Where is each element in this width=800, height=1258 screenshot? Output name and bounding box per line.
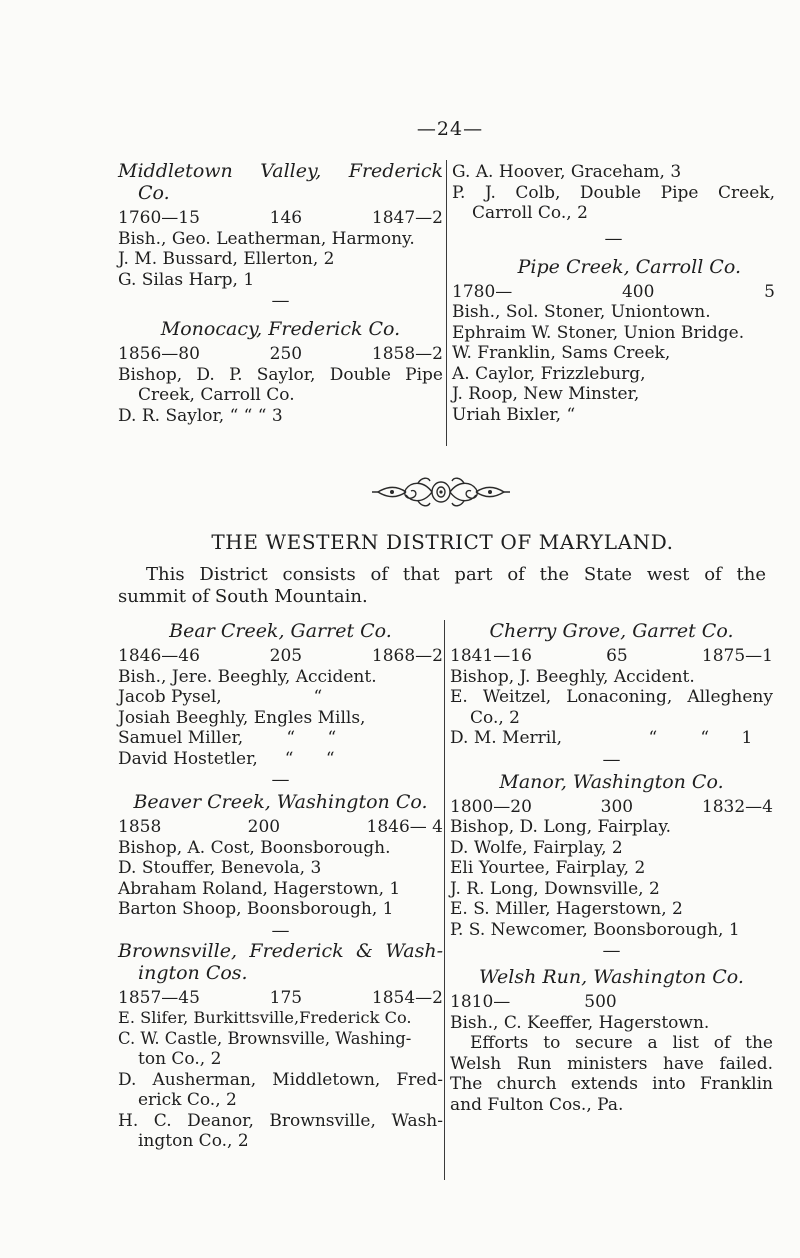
stat-members: 146	[269, 208, 303, 228]
body-line: Welsh Run ministers have failed.	[450, 1053, 773, 1074]
minister-line: E. Slifer, Burkittsville,Frederick Co.	[118, 1008, 412, 1027]
district-intro	[118, 564, 766, 608]
minister-line: D. Ausherman, Middletown, Fred-	[118, 1069, 443, 1090]
title-line: Brownsville, Frederick & Wash-	[118, 939, 443, 962]
congregation-title	[118, 940, 443, 984]
intro-line: This District consists of that part of the State west of the	[146, 564, 766, 585]
minister-line: Co., 2	[470, 707, 520, 728]
continued-ministers	[452, 162, 775, 224]
minister-line: G. A. Hoover, Graceham, 3	[452, 162, 682, 182]
minister-line: C. W. Castle, Brownsville, Washing-	[118, 1028, 412, 1048]
congregation-stats	[118, 208, 443, 229]
title-line: Co.	[138, 182, 170, 204]
minister-line: Barton Shoop, Boonsborough, 1	[118, 899, 394, 919]
minister-line: E. Weitzel, Lonaconing, Allegheny	[450, 687, 773, 707]
congregation-title: Monocacy, Frederick Co.	[160, 318, 401, 340]
bottom-left-column	[118, 620, 443, 1152]
section-separator: —	[271, 290, 290, 311]
minister-line: Bish., Jere. Beeghly, Accident.	[118, 666, 377, 687]
section-separator: —	[602, 940, 621, 961]
column-divider	[446, 160, 447, 446]
congregation-title: Bear Creek, Garret Co.	[169, 620, 392, 642]
stat-founded: 1856—80	[118, 344, 200, 364]
stat-founded: 1760—15	[118, 208, 200, 228]
top-left-column	[118, 160, 443, 426]
minister-line: Samuel Miller, “ “	[118, 728, 337, 748]
stat-members: 205	[269, 646, 303, 666]
stat-founded: 1846—46	[118, 646, 200, 666]
congregation-stats	[118, 988, 443, 1009]
congregation-middletown-valley	[118, 160, 443, 290]
congregation-manor	[450, 771, 773, 941]
congregation-stats	[450, 797, 773, 818]
section-separator: —	[602, 748, 621, 770]
congregation-stats	[118, 344, 443, 365]
minister-line: Carroll Co., 2	[472, 203, 588, 223]
minister-line: E. S. Miller, Hagerstown, 2	[450, 899, 683, 919]
minister-line: D. Stouffer, Benevola, 3	[118, 858, 322, 878]
stat-members: 250	[269, 344, 303, 364]
body-line: Bish., C. Keeffer, Hagerstown.	[450, 1012, 710, 1033]
stat-members: 65	[606, 646, 628, 666]
minister-line: Bish., Geo. Leatherman, Harmony.	[118, 228, 415, 249]
congregation-title: Manor, Washington Co.	[499, 770, 724, 793]
section-separator: —	[604, 227, 623, 249]
stat-members: 175	[269, 987, 303, 1008]
stat-ministers: 1847—2	[371, 208, 443, 228]
stat-founded: 1810—	[450, 992, 511, 1012]
congregation-title: Beaver Creek, Washington Co.	[133, 791, 428, 813]
minister-line: Bishop, D. Long, Fairplay.	[450, 817, 672, 837]
intro-line: summit of South Mountain.	[118, 586, 368, 607]
stat-ministers: 1854—2	[371, 987, 443, 1008]
stat-members: 500	[584, 992, 617, 1012]
congregation-welsh-run	[450, 966, 773, 1115]
minister-line: Creek, Carroll Co.	[138, 385, 295, 405]
bottom-right-column	[450, 620, 773, 1115]
top-right-column	[452, 162, 775, 425]
minister-line: D. M. Merril, “ “ 1	[450, 728, 753, 748]
stat-founded: 1857—45	[118, 987, 200, 1008]
body-line: Efforts to secure a list of the	[470, 1033, 773, 1053]
stat-ministers: 1858—2	[371, 344, 443, 364]
minister-line: D. R. Saylor, “ “ “ 3	[118, 405, 283, 426]
minister-line: Eli Yourtee, Fairplay, 2	[450, 858, 646, 878]
minister-line: Bishop, A. Cost, Boonsborough.	[118, 837, 391, 858]
section-separator: —	[271, 769, 290, 790]
congregation-beaver-creek	[118, 791, 443, 920]
minister-line: Josiah Beeghly, Engles Mills,	[118, 707, 366, 728]
congregation-title: Welsh Run, Washington Co.	[479, 966, 744, 988]
stat-founded: 1780—	[452, 281, 513, 302]
body-line: and Fulton Cos., Pa.	[450, 1094, 624, 1115]
minister-line: David Hostetler, “ “	[118, 748, 335, 769]
minister-line: Bishop, J. Beeghly, Accident.	[450, 666, 695, 687]
title-line: Middletown Valley, Frederick	[118, 160, 443, 182]
minister-line: ington Co., 2	[138, 1131, 249, 1151]
stat-founded: 1858	[118, 817, 162, 837]
minister-line: J. Roop, New Minster,	[452, 384, 640, 404]
minister-line: Ephraim W. Stoner, Union Bridge.	[452, 322, 745, 343]
minister-line: G. Silas Harp, 1	[118, 269, 255, 290]
stat-members: 400	[621, 281, 655, 302]
body-line: The church extends into Franklin	[450, 1074, 773, 1094]
column-divider	[444, 620, 445, 1180]
minister-line: D. Wolfe, Fairplay, 2	[450, 837, 623, 858]
minister-line: J. R. Long, Downsville, 2	[450, 878, 660, 899]
minister-line: A. Caylor, Frizzleburg,	[452, 363, 646, 384]
congregation-brownsville	[118, 940, 443, 1152]
stat-ministers: 1875—1	[701, 646, 773, 666]
congregation-title: Cherry Grove, Garret Co.	[489, 620, 734, 642]
congregation-stats	[450, 646, 773, 667]
congregation-bear-creek	[118, 620, 443, 769]
minister-line: P. J. Colb, Double Pipe Creek,	[452, 182, 775, 203]
stat-founded: 1841—16	[450, 646, 532, 666]
congregation-title	[118, 160, 443, 204]
stat-ministers: 1868—2	[371, 646, 443, 666]
stat-founded: 1800—20	[450, 796, 532, 817]
minister-line: ton Co., 2	[138, 1049, 222, 1069]
minister-line: P. S. Newcomer, Boonsborough, 1	[450, 919, 740, 940]
congregation-stats	[452, 282, 775, 303]
district-title: THE WESTERN DISTRICT OF MARYLAND.	[211, 530, 674, 554]
stat-members: 300	[600, 796, 634, 817]
minister-line: W. Franklin, Sams Creek,	[452, 343, 671, 363]
minister-line: H. C. Deanor, Brownsville, Wash-	[118, 1110, 443, 1131]
minister-line: erick Co., 2	[138, 1090, 237, 1110]
congregation-stats	[118, 817, 443, 838]
minister-line: Bish., Sol. Stoner, Uniontown.	[452, 302, 711, 322]
minister-line: Jacob Pysel, “	[118, 687, 323, 707]
minister-line: Bishop, D. P. Saylor, Double Pipe	[118, 364, 443, 385]
stat-ministers: 5	[764, 281, 775, 302]
congregation-stats	[118, 646, 443, 667]
congregation-cherry-grove	[450, 620, 773, 749]
stat-members: 200	[247, 817, 281, 837]
section-separator: —	[271, 919, 290, 941]
title-line: ington Cos.	[138, 961, 248, 984]
decorative-ornament-icon	[368, 473, 514, 511]
congregation-stats	[450, 992, 773, 1013]
congregation-monocacy	[118, 318, 443, 426]
minister-line: J. M. Bussard, Ellerton, 2	[118, 249, 335, 269]
page-number: —24—	[416, 118, 484, 140]
congregation-title: Pipe Creek, Carroll Co.	[517, 255, 741, 278]
congregation-pipe-creek	[452, 256, 775, 426]
stat-ministers: 1846— 4	[366, 817, 443, 837]
stat-ministers: 1832—4	[701, 796, 773, 817]
minister-line: Abraham Roland, Hagerstown, 1	[118, 878, 401, 899]
minister-line: Uriah Bixler, “	[452, 404, 576, 425]
